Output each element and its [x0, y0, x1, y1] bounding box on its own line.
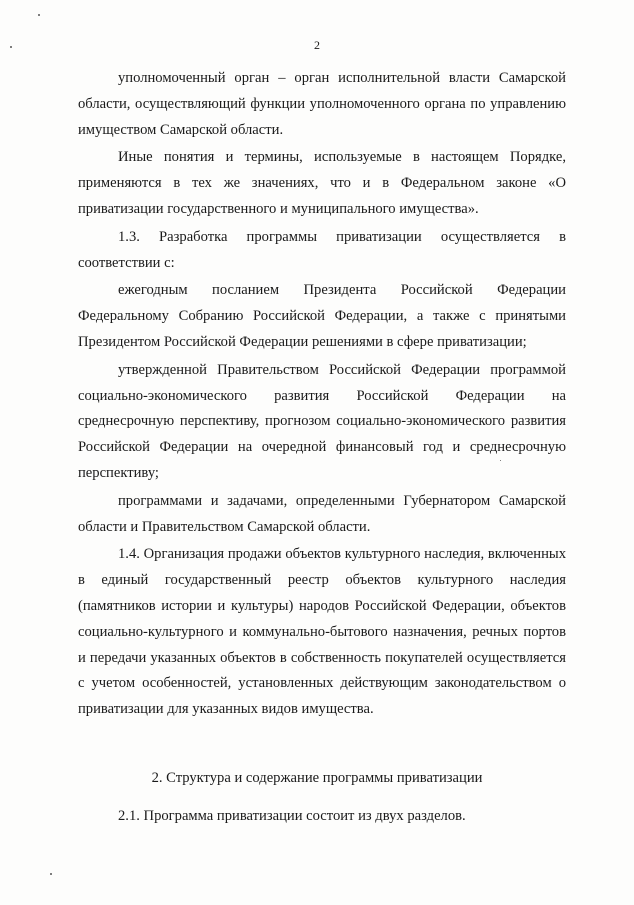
page-number: 2 [314, 38, 320, 52]
paragraph-1-3: 1.3. Разработка программы приватизации осуществляется в соответствии с: [78, 228, 566, 271]
scan-speck [38, 14, 40, 16]
scan-speck [50, 873, 52, 875]
paragraph-1-4: 1.4. Организация продажи объектов культурного наследия, включенных в единый государственный реестр объектов культурного наследия (памятников истории и культуры) народов Российской Федерации, объектов социально-культурного и коммунально-бытового назначения, речных портов и передачи указанных объектов в собственность покупателей осуществляется с учетом особенностей, установленных действующим законодательством о приватизации для указанных видов имущества. [78, 546, 566, 718]
section-heading: 2. Структура и содержание программы приватизации [151, 770, 483, 786]
section-body [78, 804, 566, 830]
paragraph-president-message: ежегодным посланием Президента Российской Федерации Федеральному Собранию Российской Федерации, а также с принятыми Президентом Российской Федерации решениями в сфере приватизации; [78, 282, 566, 350]
paragraph-authorized-body: уполномоченный орган – орган исполнительной власти Самарской области, осуществляющий функции уполномоченного органа по управлению имуществом Самарской области. [78, 70, 566, 138]
paragraph-government-program: утвержденной Правительством Российской Федерации программой социально-экономического развития Российской Федерации на среднесрочную перспективу, прогнозом социально-экономического развития Российской Федерации на очередной финансовый год и среднесрочную перспективу; [78, 361, 566, 481]
paragraph-terms: Иные понятия и термины, используемые в настоящем Порядке, применяются в тех же значениях, что и в Федеральном законе «О приватизации государственного и муниципального имущества». [78, 149, 566, 217]
paragraph-2-1: 2.1. Программа приватизации состоит из двух разделов. [118, 808, 466, 824]
body-text [78, 66, 566, 723]
paragraph-governor-programs: программами и задачами, определенными Губернатором Самарской области и Правительством Самарской области. [78, 492, 566, 535]
